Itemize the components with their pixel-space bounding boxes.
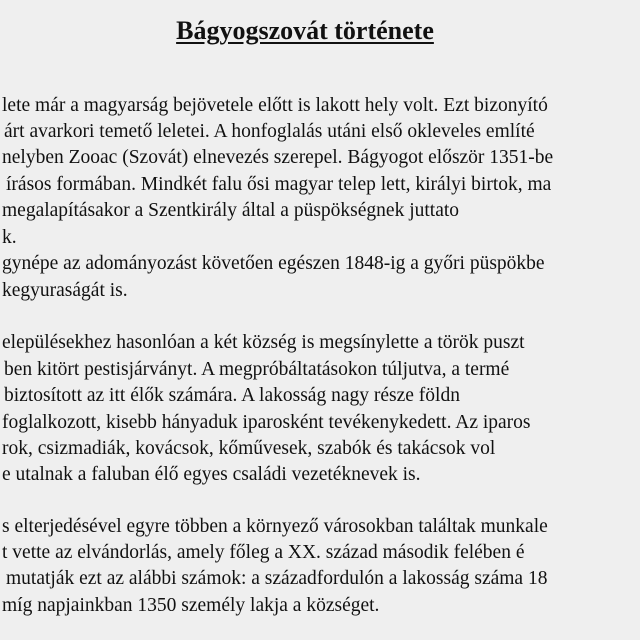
text-line: megalapításakor a Szentkirály által a püspökségnek juttato bbox=[2, 200, 460, 221]
text-line: biztosított az itt élők számára. A lakosság nagy része földn bbox=[4, 385, 460, 406]
text-line: míg napjainkban 1350 személy lakja a községet. bbox=[2, 595, 380, 616]
text-line: s elterjedésével egyre többen a környező városokban találtak munkale bbox=[2, 516, 548, 537]
text-line: elepülésekhez hasonlóan a két község is megsínylette a török puszt bbox=[2, 332, 525, 353]
text-line: e utalnak a faluban élő egyes családi vezetéknevek is. bbox=[2, 464, 421, 485]
page-title: Bágyogszovát története bbox=[176, 16, 434, 45]
text-line: foglalkozott, kisebb hányaduk iparosként tevékenykedett. Az iparos bbox=[2, 412, 531, 433]
text-line: gynépe az adományozást követően egészen 1848-ig a győri püspökbe bbox=[2, 253, 545, 274]
text-line: nelyben Zooac (Szovát) elnevezés szerepel. Bágyogot először 1351-be bbox=[2, 147, 554, 168]
text-line: rok, csizmadiák, kovácsok, kőművesek, szabók és takácsok vol bbox=[2, 438, 496, 459]
text-line: kegyuraságát is. bbox=[2, 280, 128, 301]
text-line: k. bbox=[2, 227, 17, 248]
text-line: írásos formában. Mindkét falu ősi magyar telep lett, királyi birtok, ma bbox=[6, 174, 552, 195]
text-line: mutatják ezt az alábbi számok: a századfordulón a lakosság száma 18 bbox=[6, 568, 548, 589]
text-line: t vette az elvándorlás, amely főleg a XX. század második felében é bbox=[2, 542, 525, 563]
text-line: lete már a magyarság bejövetele előtt is lakott hely volt. Ezt bizonyító bbox=[2, 95, 548, 116]
text-line: ben kitört pestisjárványt. A megpróbáltatásokon túljutva, a termé bbox=[4, 359, 510, 380]
text-line: árt avarkori temető leletei. A honfoglalás utáni első okleveles említé bbox=[4, 121, 535, 142]
